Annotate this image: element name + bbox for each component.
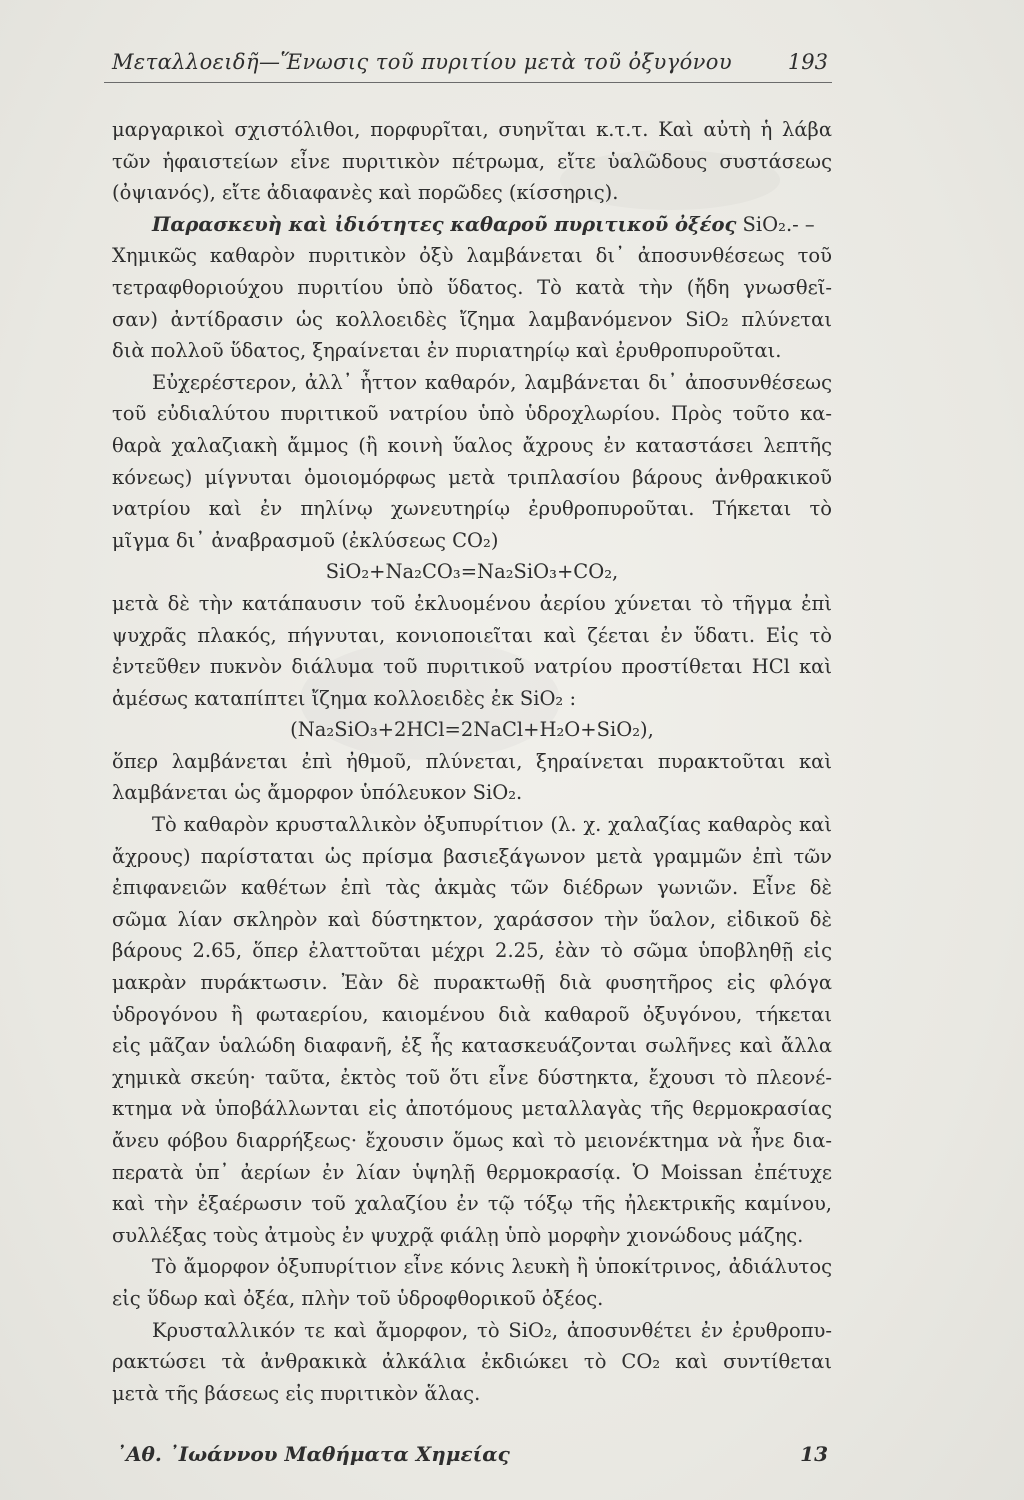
signature-mark: 13 [800,1442,828,1466]
text-line: χημικὰ σκεύη· ταῦτα, ἐκτὸς τοῦ ὅτι εἶνε δύστηκτα, ἔχουσι τὸ πλεονέ- [112,1065,832,1089]
section-heading-formula: SiO₂.- – [736,212,815,236]
text-line: (Na₂SiO₃+2HCl=2NaCl+H₂O+SiO₂), [290,718,654,742]
text-line: Τὸ καθαρὸν κρυσταλλικὸν ὀξυπυρίτιον (λ. χ. χαλαζίας καθαρὸς καὶ [152,813,832,837]
text-line: τῶν ἡφαιστείων εἶνε πυριτικὸν πέτρωμα, εἴτε ὑαλῶδους συστάσεως [112,149,832,173]
text-line: κόνεως) μίγνυται ὁμοιομόρφως μετὰ τριπλασίου βάρους ἀνθρακικοῦ [112,465,832,489]
text-line: SiO₂+Na₂CO₃=Na₂SiO₃+CO₂, [325,560,619,584]
text-line: ἄχρους) παρίσταται ὡς πρίσμα βασιεξάγωνον μετὰ γραμμῶν ἐπὶ τῶν [112,844,832,868]
section-heading: Παρασκευὴ καὶ ἰδιότητες καθαροῦ πυριτικοῦ ὀξέος [152,212,737,236]
text-line: ρακτώσει τὰ ἀνθρακικὰ ἀλκάλια ἐκδιώκει τὸ CO₂ καὶ συντίθεται [112,1350,832,1374]
text-line: τοῦ εὐδιαλύτου πυριτικοῦ νατρίου ὑπὸ ὑδροχλωρίου. Πρὸς τοῦτο κα- [112,402,832,426]
text-line: Εὐχερέστερον, ἀλλ᾽ ἧττον καθαρόν, λαμβάνεται δι᾽ ἀποσυνθέσεως [152,370,832,394]
text-line: νατρίου καὶ ἐν πηλίνῳ χωνευτηρίῳ ἐρυθροπυροῦται. Τήκεται τὸ [112,497,832,521]
text-line: σαν) ἀντίδρασιν ὡς κολλοειδὲς ἴζημα λαμβανόμενον SiO₂ πλύνεται [112,307,832,331]
header-title: Μεταλλοειδῆ—Ἕνωσις τοῦ πυριτίου μετὰ τοῦ ὀξυγόνου [112,50,733,74]
text-line: Τὸ ἄμορφον ὀξυπυρίτιον εἶνε κόνις λευκὴ ἢ ὑποκίτρινος, ἀδιάλυτος [152,1255,832,1279]
footer-title: ᾿Αθ. ᾿Ιωάννου Μαθήματα Χημείας [116,1442,510,1466]
text-line: Κρυσταλλικόν τε καὶ ἄμορφον, τὸ SiO₂, ἀποσυνθέτει ἐν ἐρυθροπυ- [152,1318,832,1342]
text-line: μῖγμα δι᾽ ἀναβρασμοῦ (ἐκλύσεως CO₂) [112,528,499,552]
text-line: ὑδρογόνου ἢ φωταερίου, καιομένου διὰ καθαροῦ ὀξυγόνου, τήκεται [112,1002,832,1026]
text-line: ἄνευ φόβου διαρρήξεως· ἔχουσιν ὅμως καὶ τὸ μειονέκτημα νὰ ἦνε δια- [112,1129,832,1152]
text-line: τετραφθοριούχου πυριτίου ὑπὸ ὕδατος. Τὸ κατὰ τὴν (ἤδη γνωσθεῖ- [112,275,832,299]
body-text [112,114,832,1409]
text-line: μετὰ δὲ τὴν κατάπαυσιν τοῦ ἐκλυομένου ἀερίου χύνεται τὸ τῆγμα ἐπὶ [112,591,832,615]
text-line: Χημικῶς καθαρὸν πυριτικὸν ὀξὺ λαμβάνεται δι᾽ ἀποσυνθέσεως τοῦ [112,244,832,268]
footer [116,1442,828,1476]
text-line: (ὀψιανός), εἴτε ἀδιαφανὲς καὶ πορῶδες (κίσσηρις). [112,181,619,205]
text-line: ὅπερ λαμβάνεται ἐπὶ ἠθμοῦ, πλύνεται, ξηραίνεται πυρακτοῦται καὶ [112,749,832,773]
text-line: ἐντεῦθεν πυκνὸν διάλυμα τοῦ πυριτικοῦ νατρίου προστίθεται HCl καὶ [112,655,832,679]
text-line: ψυχρᾶς πλακός, πήγνυται, κονιοποιεῖται καὶ ζέεται ἐν ὕδατι. Εἰς τὸ [112,623,832,647]
text-line: μετὰ τῆς βάσεως εἰς πυριτικὸν ἅλας. [112,1381,481,1405]
text-line: θαρὰ χαλαζιακὴ ἄμμος (ἢ κοινὴ ὕαλος ἄχρους ἐν καταστάσει λεπτῆς [112,433,832,457]
text-line: εἰς μᾶζαν ὑαλώδη διαφανῆ, ἐξ ἧς κατασκευάζονται σωλῆνες καὶ ἄλλα [112,1034,832,1058]
text-line: μαργαρικοὶ σχιστόλιθοι, πορφυρῖται, συηνῖται κ.τ.τ. Καὶ αὐτὴ ἡ λάβα [112,118,832,141]
text-line: καὶ τὴν ἐξαέρωσιν τοῦ χαλαζίου ἐν τῷ τόξῳ τῆς ἠλεκτρικῆς καμίνου, [112,1192,832,1216]
text-line: εἰς ὕδωρ καὶ ὀξέα, πλὴν τοῦ ὑδροφθορικοῦ ὀξέος. [112,1286,604,1310]
page-number: 193 [787,50,828,74]
header-rule [104,82,832,83]
text-line: μακρὰν πυράκτωσιν. Ἐὰν δὲ πυρακτωθῇ διὰ φυσητῆρος εἰς φλόγα [112,971,832,995]
text-line: βάρους 2.65, ὅπερ ἐλαττοῦται μέχρι 2.25, ἐὰν τὸ σῶμα ὑποβληθῇ εἰς [112,939,832,963]
text-line: ἀμέσως καταπίπτει ἴζημα κολλοειδὲς ἐκ SiO₂ : [112,686,577,710]
text-line: σῶμα λίαν σκληρὸν καὶ δύστηκτον, χαράσσον τὴν ὕαλον, εἰδικοῦ δὲ [112,907,832,931]
text-line: συλλέξας τοὺς ἀτμοὺς ἐν ψυχρᾷ φιάλῃ ὑπὸ μορφὴν χιονώδους μάζης. [112,1223,804,1247]
text-line [112,209,832,241]
text-line: ἐπιφανειῶν καθέτων ἐπὶ τὰς ἀκμὰς τῶν διέδρων γωνιῶν. Εἶνε δὲ [112,876,832,900]
text-line: κτημα νὰ ὑποβάλλωνται εἰς ἀποτόμους μεταλλαγὰς τῆς θερμοκρασίας [112,1097,832,1121]
text-line: περατὰ ὑπ᾽ ἀερίων ἐν λίαν ὑψηλῇ θερμοκρασίᾳ. Ὁ Moissan ἐπέτυχε [112,1160,832,1184]
running-header [112,44,828,84]
text-line: λαμβάνεται ὡς ἄμορφον ὑπόλευκον SiO₂. [112,781,523,805]
text-line: διὰ πολλοῦ ὕδατος, ξηραίνεται ἐν πυριατηρίῳ καὶ ἐρυθροπυροῦται. [112,339,782,363]
